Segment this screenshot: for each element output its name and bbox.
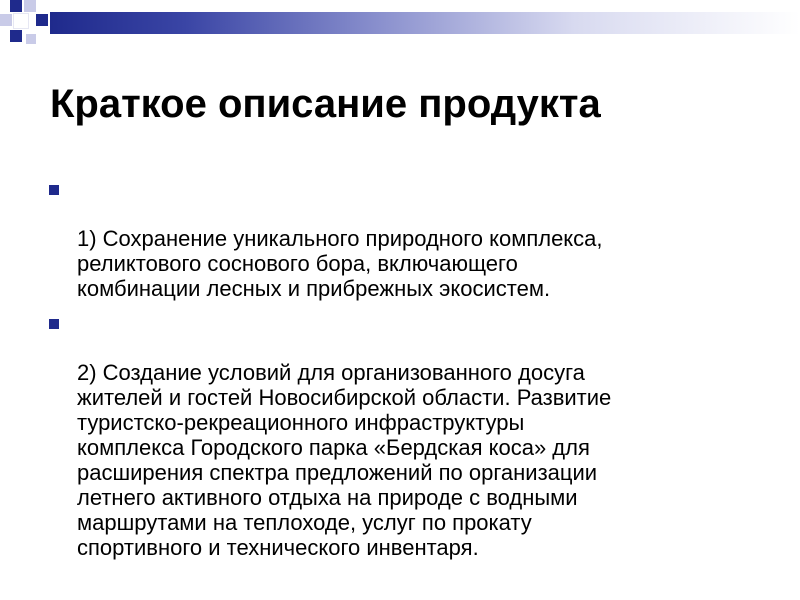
bullet-text: 2) Создание условий для организованного досуга жителей и гостей Новосибирской области. Развитие туристско-рекреационного инфраструктуры комплекса Городского парка «Бердская коса» для расширения спектра предложений по организации летнего активного отдыха на природе с водными маршрутами на теплоходе, услуг по прокату спортивного и технического инвентаря. — [77, 360, 612, 560]
bullet-item — [45, 176, 745, 301]
corner-square — [0, 14, 12, 26]
bullet-list — [45, 176, 745, 569]
corner-square — [14, 14, 28, 28]
corner-square — [24, 0, 36, 12]
corner-square — [36, 14, 48, 26]
header-gradient-bar — [50, 12, 800, 34]
corner-square — [26, 34, 36, 44]
corner-square — [10, 0, 22, 12]
slide-title: Краткое описание продукта — [50, 82, 601, 126]
square-bullet-icon — [49, 185, 59, 195]
corner-square — [10, 30, 22, 42]
bullet-text: 1) Сохранение уникального природного комплекса, реликтового соснового бора, включающего комбинации лесных и прибрежных экосистем. — [77, 226, 603, 301]
bullet-item — [45, 310, 745, 560]
square-bullet-icon — [49, 319, 59, 329]
